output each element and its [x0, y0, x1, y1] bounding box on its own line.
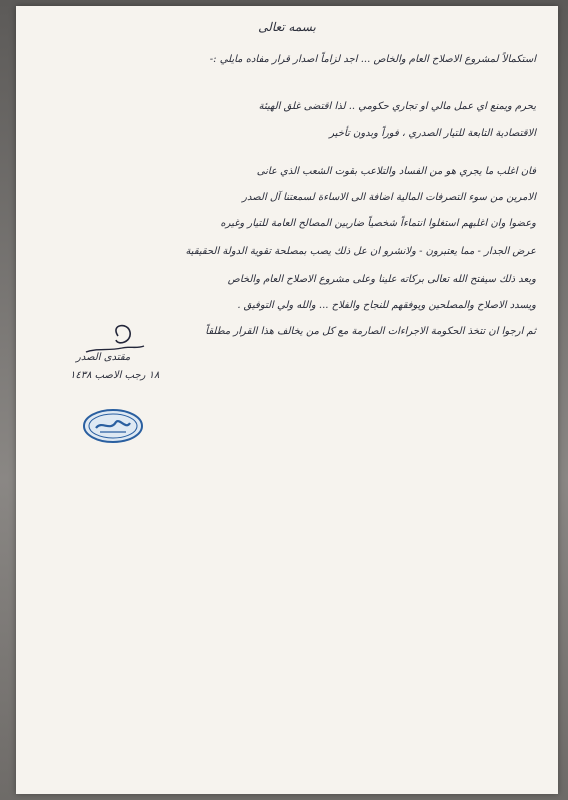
office-stamp: [82, 408, 144, 444]
document-line: فان اغلب ما يجري هو من الفساد والتلاعب بقوت الشعب الذي عانى: [256, 166, 536, 177]
document-line: يحرم ويمنع اي عمل مالي او تجاري حكومي .. لذا اقتضى غلق الهيئة: [258, 101, 536, 112]
document-line: عرض الجدار - مما يعتبرون - ولانشرو ان عل ذلك يصب بمصلحة تقوية الدولة الحقيقية: [185, 246, 536, 257]
document-line: ثم ارجوا ان تتخذ الحكومة الاجراءات الصارمة مع كل من يخالف هذا القرار مطلقاً: [205, 326, 536, 337]
document-line: ويسدد الاصلاح والمصلحين ويوفقهم للنجاح والفلاح ... والله ولي التوفيق .: [237, 300, 536, 311]
document-line: وبعد ذلك سيفتح الله تعالى بركاته علينا وعلى مشروع الاصلاح العام والخاص: [227, 274, 536, 285]
document-line: وعضوا وان اغلبهم استغلوا انتماءاً شخصياً ضاربين المصالح العامة للتيار وغيره: [220, 218, 536, 229]
document-line: الامرين من سوء التصرفات المالية اضافة الى الاساءة لسمعتنا آل الصدر: [242, 192, 536, 203]
signature-name: مقتدى الصدر: [76, 352, 131, 363]
signature-block: [66, 318, 160, 388]
document-line: استكمالاً لمشروع الاصلاح العام والخاص ... اجد لزاماً اصدار قرار مفاده مايلي :-: [209, 54, 536, 65]
signature-date: ١٨ رجب الاصب ١٤٣٨: [70, 370, 160, 381]
document-line: الاقتصادية التابعة للتيار الصدري ، فوراً وبدون تأخير: [329, 128, 536, 139]
document-page: [16, 6, 558, 794]
document-heading: بسمه تعالى: [258, 20, 316, 34]
